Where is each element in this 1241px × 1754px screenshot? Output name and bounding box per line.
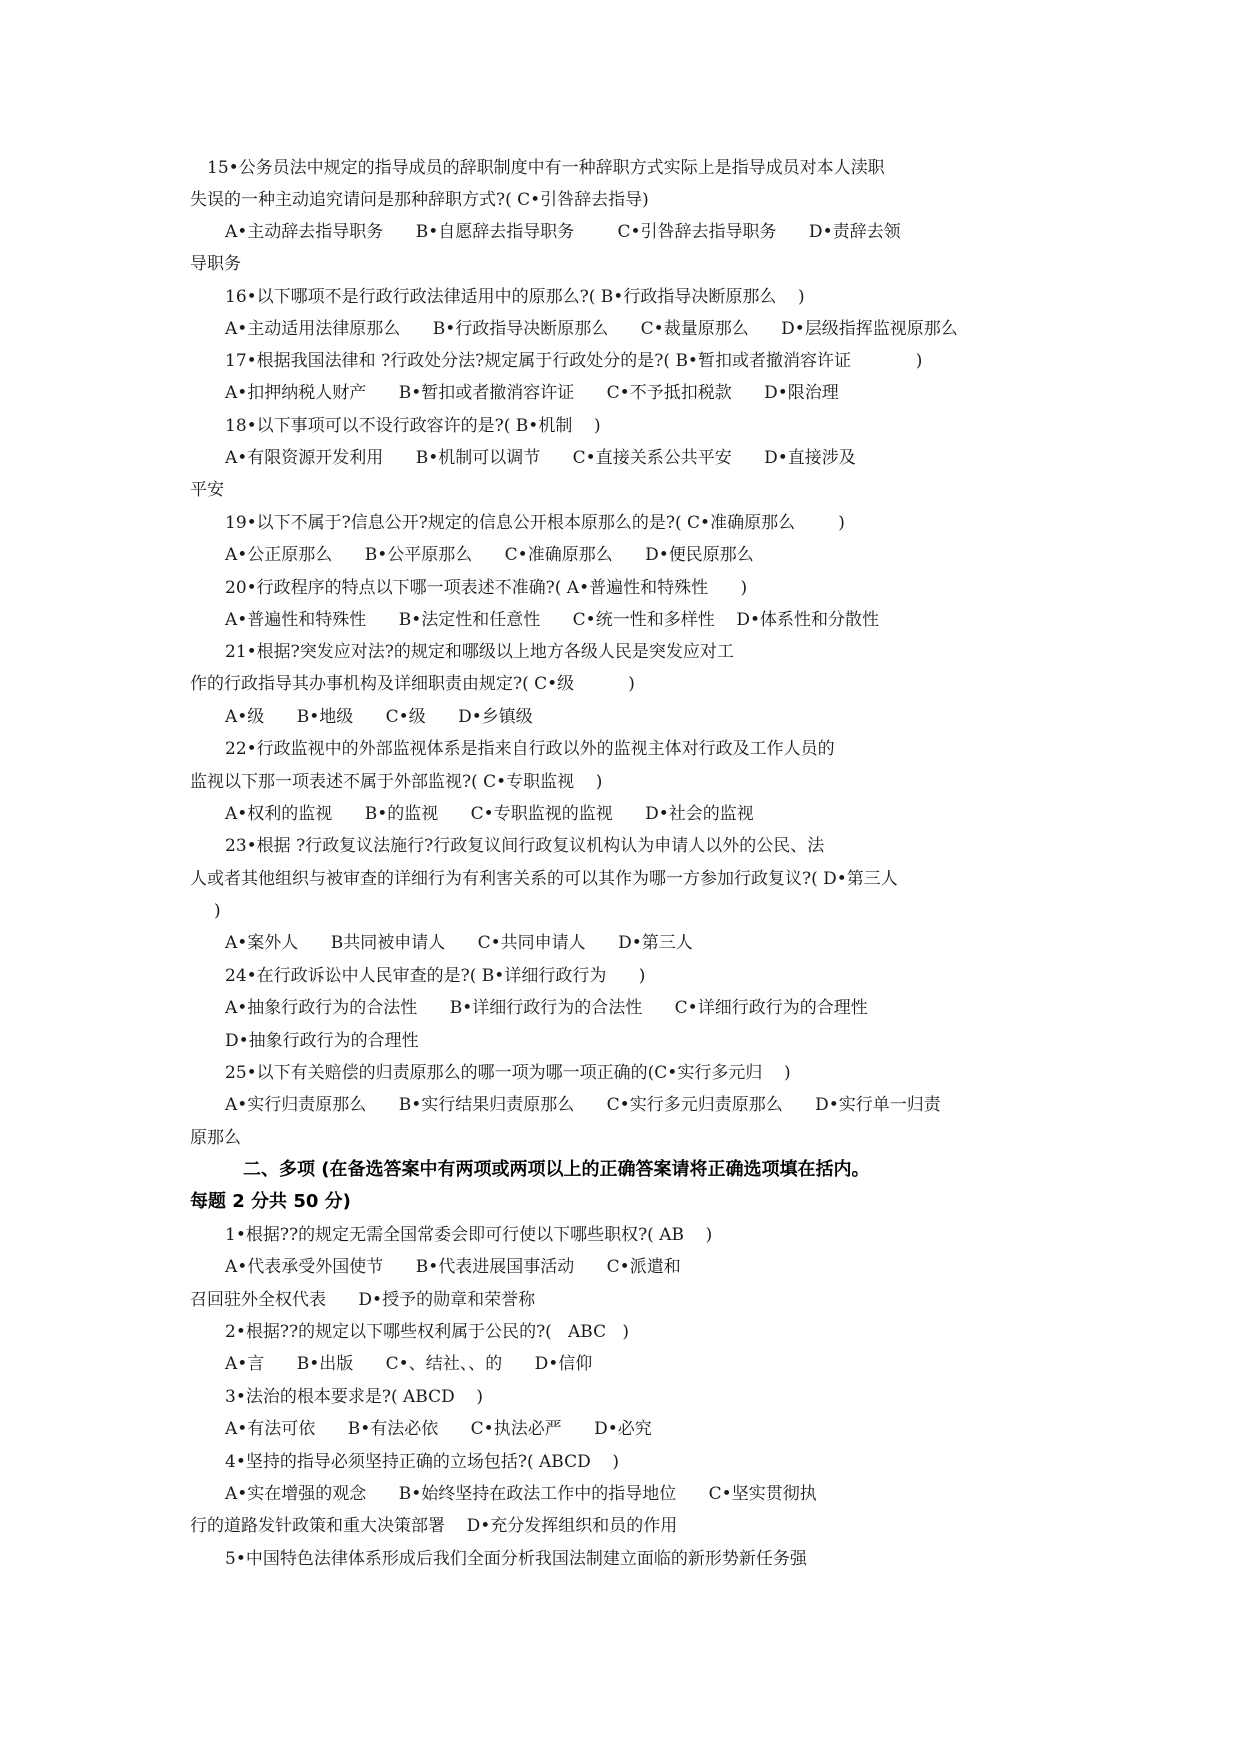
question-15-stem: 15•公务员法中规定的指导成员的辞职制度中有一种辞职方式实际上是指导成员对本人渎职	[207, 158, 885, 178]
question-18-options: A•有限资源开发利用 B•机制可以调节 C•直接关系公共平安 D•直接涉及	[225, 448, 856, 468]
question-24-options-cont: D•抽象行政行为的合理性	[225, 1031, 419, 1051]
question-25-options-cont: 原那么	[190, 1128, 241, 1148]
multi-question-1-stem: 1•根据??的规定无需全国常委会即可行使以下哪些职权?( AB )	[225, 1225, 713, 1245]
question-16-options: A•主动适用法律原那么 B•行政指导决断原那么 C•裁量原那么 D•层级指挥监视原那么	[225, 319, 958, 339]
question-23-stem: 23•根据 ?行政复议法施行?行政复议间行政复议机构认为申请人以外的公民、法	[225, 836, 825, 856]
question-19-stem: 19•以下不属于?信息公开?规定的信息公开根本原那么的是?( C•准确原那么 )	[225, 513, 845, 533]
question-22-stem-cont: 监视以下那一项表述不属于外部监视?( C•专职监视 )	[190, 772, 603, 792]
question-25-options: A•实行归责原那么 B•实行结果归责原那么 C•实行多元归责原那么 D•实行单一归责	[225, 1095, 941, 1115]
question-19-options: A•公正原那么 B•公平原那么 C•准确原那么 D•便民原那么	[225, 545, 754, 565]
multi-question-3-options: A•有法可依 B•有法必依 C•执法必严 D•必究	[225, 1419, 652, 1439]
question-24-options: A•抽象行政行为的合法性 B•详细行政行为的合法性 C•详细行政行为的合理性	[225, 998, 868, 1018]
question-23-stem-close: )	[214, 901, 221, 921]
multi-question-2-stem: 2•根据??的规定以下哪些权利属于公民的?( ABC )	[225, 1322, 629, 1342]
question-23-stem-cont: 人或者其他组织与被审查的详细行为有利害关系的可以其作为哪一方参加行政复议?( D•第三人	[190, 869, 898, 889]
multi-question-4-stem: 4•坚持的指导必须坚持正确的立场包括?( ABCD )	[225, 1452, 619, 1472]
question-21-stem: 21•根据?突发应对法?的规定和哪级以上地方各级人民是突发应对工	[225, 642, 734, 662]
question-18-stem: 18•以下事项可以不设行政容许的是?( B•机制 )	[225, 416, 601, 436]
question-17-stem: 17•根据我国法律和 ?行政处分法?规定属于行政处分的是?( B•暂扣或者撤消容许证 )	[225, 351, 923, 371]
question-24-stem: 24•在行政诉讼中人民审查的是?( B•详细行政行为 )	[225, 966, 646, 986]
question-15-options: A•主动辞去指导职务 B•自愿辞去指导职务 C•引咎辞去指导职务 D•责辞去领	[225, 222, 901, 242]
question-18-options-cont: 平安	[190, 480, 224, 500]
question-22-stem: 22•行政监视中的外部监视体系是指来自行政以外的监视主体对行政及工作人员的	[225, 739, 835, 759]
multi-question-4-options: A•实在增强的观念 B•始终坚持在政法工作中的指导地位 C•坚实贯彻执	[225, 1484, 817, 1504]
multi-question-5-stem: 5•中国特色法律体系形成后我们全面分析我国法制建立面临的新形势新任务强	[225, 1549, 807, 1569]
question-15-options-cont: 导职务	[190, 254, 241, 274]
question-22-options: A•权利的监视 B•的监视 C•专职监视的监视 D•社会的监视	[225, 804, 754, 824]
question-16-stem: 16•以下哪项不是行政行政法律适用中的原那么?( B•行政指导决断原那么 )	[225, 287, 805, 307]
multi-question-3-stem: 3•法治的根本要求是?( ABCD )	[225, 1387, 483, 1407]
multi-question-4-options-cont: 行的道路发针政策和重大决策部署 D•充分发挥组织和员的作用	[190, 1516, 678, 1536]
multi-question-2-options: A•言 B•出版 C•、结社、、的 D•信仰	[225, 1354, 593, 1374]
question-25-stem: 25•以下有关赔偿的归责原那么的哪一项为哪一项正确的(C•实行多元归 )	[225, 1063, 791, 1083]
question-21-stem-cont: 作的行政指导其办事机构及详细职责由规定?( C•级 )	[190, 674, 635, 694]
section-heading: 二、多项 (在备选答案中有两项或两项以上的正确答案请将正确选项填在括内。	[243, 1159, 870, 1180]
section-heading-cont: 每题 2 分共 50 分)	[190, 1191, 351, 1212]
question-17-options: A•扣押纳税人财产 B•暂扣或者撤消容许证 C•不予抵扣税款 D•限治理	[225, 383, 839, 403]
question-23-options: A•案外人 B共同被申请人 C•共同申请人 D•第三人	[225, 933, 693, 953]
question-20-stem: 20•行政程序的特点以下哪一项表述不准确?( A•普遍性和特殊性 )	[225, 578, 748, 598]
question-21-options: A•级 B•地级 C•级 D•乡镇级	[225, 707, 533, 727]
question-20-options: A•普遍性和特殊性 B•法定性和任意性 C•统一性和多样性 D•体系性和分散性	[225, 610, 879, 630]
multi-question-1-options: A•代表承受外国使节 B•代表进展国事活动 C•派遣和	[225, 1257, 681, 1277]
multi-question-1-options-cont: 召回驻外全权代表 D•授予的勋章和荣誉称	[190, 1290, 536, 1310]
question-15-stem-cont: 失误的一种主动追究请问是那种辞职方式?( C•引咎辞去指导)	[190, 190, 649, 210]
